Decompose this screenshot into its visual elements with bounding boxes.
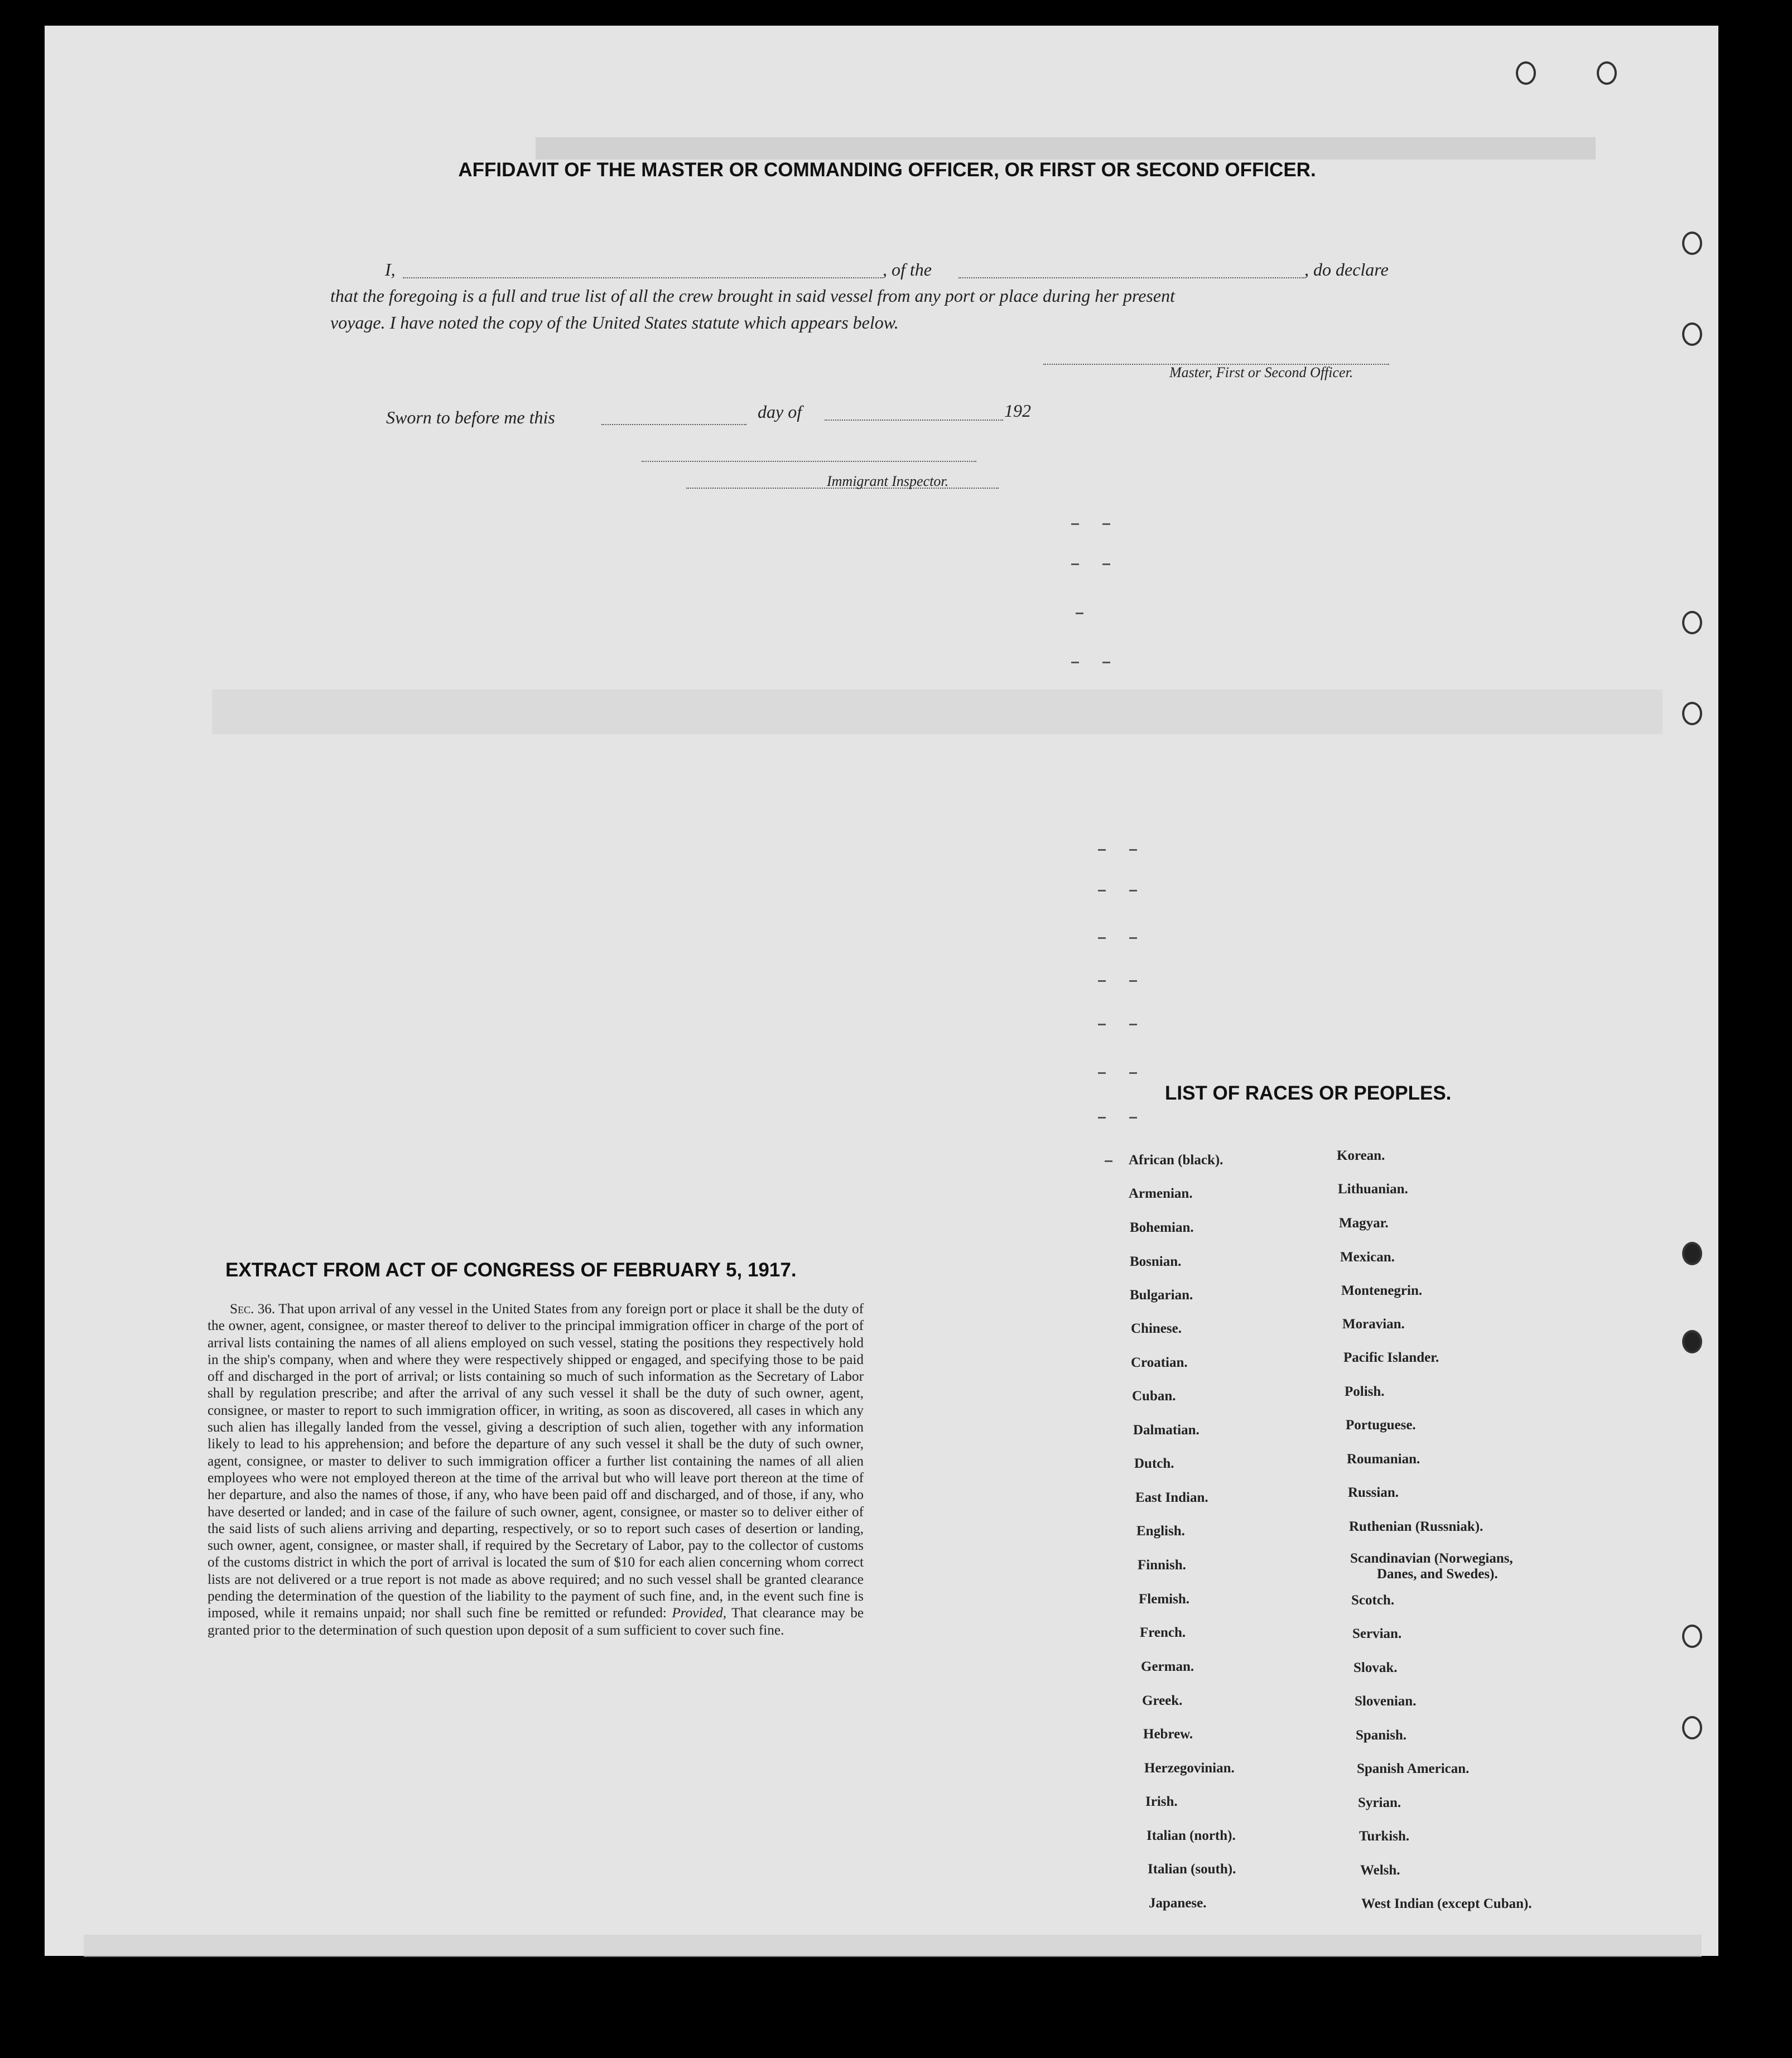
day-of-label: day of — [758, 402, 802, 422]
column-dash — [1098, 890, 1106, 891]
race-item: Chinese. — [1131, 1321, 1182, 1336]
binder-hole-icon — [1682, 1716, 1702, 1739]
column-dash — [1098, 980, 1106, 982]
race-item: Lithuanian. — [1338, 1182, 1408, 1197]
race-item: Dutch. — [1134, 1456, 1174, 1471]
year-label: 192 — [1004, 401, 1031, 421]
binder-hole-icon — [1682, 1330, 1702, 1353]
race-item: Bosnian. — [1130, 1254, 1182, 1269]
race-item: Spanish. — [1356, 1728, 1407, 1743]
bleed-through-band — [212, 690, 1663, 734]
column-dash — [1071, 662, 1079, 663]
race-item: Magyar. — [1339, 1216, 1389, 1231]
race-item: Moravian. — [1342, 1317, 1405, 1332]
column-dash — [1098, 1024, 1106, 1025]
column-dash — [1076, 613, 1083, 614]
race-item-continuation: Danes, and Swedes). — [1377, 1567, 1498, 1582]
race-item: Pacific Islander. — [1343, 1350, 1439, 1365]
section-label: Sec. 36. — [230, 1302, 276, 1317]
race-item: Japanese. — [1149, 1896, 1207, 1911]
column-dash — [1129, 980, 1137, 982]
race-item: East Indian. — [1135, 1490, 1208, 1505]
proviso-label: Provided, — [672, 1606, 727, 1621]
affidavit-declare-label: , do declare — [1304, 259, 1389, 279]
binder-hole-icon — [1682, 1242, 1702, 1265]
proviso-text: That clearance may be granted prior to the determination of such question upon deposit of a sum sufficient to cover such fine. — [208, 1606, 864, 1638]
column-dash — [1071, 563, 1079, 565]
race-item: Bohemian. — [1130, 1220, 1194, 1235]
affidavit-body-line2: voyage. I have noted the copy of the United States statute which appears below. — [330, 312, 899, 332]
column-dash — [1102, 662, 1110, 663]
race-item: Mexican. — [1340, 1250, 1395, 1265]
vessel-blank-line — [958, 277, 1304, 278]
bleed-through-header — [536, 137, 1596, 160]
sworn-day-line — [601, 424, 746, 425]
sworn-label: Sworn to before me this — [386, 407, 555, 427]
column-dash — [1071, 523, 1079, 525]
binder-hole-icon — [1682, 322, 1702, 346]
race-item: African (black). — [1129, 1153, 1223, 1168]
column-dash — [1098, 1117, 1106, 1119]
race-item: Polish. — [1345, 1384, 1385, 1399]
column-dash — [1129, 937, 1137, 939]
race-item: Flemish. — [1139, 1592, 1189, 1607]
column-dash — [1102, 563, 1110, 565]
affidavit-body-line1: that the foregoing is a full and true list of all the crew brought in said vessel from any port or place during her present — [330, 286, 1175, 306]
race-item: Welsh. — [1360, 1863, 1400, 1878]
race-item: Servian. — [1352, 1626, 1402, 1641]
column-dash — [1129, 1072, 1137, 1074]
race-item: Syrian. — [1358, 1795, 1401, 1810]
column-dash — [1129, 1117, 1137, 1119]
race-item: Montenegrin. — [1341, 1283, 1423, 1298]
extract-text-block — [208, 1301, 864, 1639]
race-item: Dalmatian. — [1133, 1423, 1200, 1438]
race-item: Scandinavian (Norwegians, — [1350, 1551, 1513, 1566]
race-item: Slovenian. — [1355, 1694, 1417, 1709]
race-item: Croatian. — [1131, 1355, 1188, 1370]
affidavit-title: AFFIDAVIT OF THE MASTER OR COMMANDING OFFICER, OR FIRST OR SECOND OFFICER. — [458, 159, 1316, 181]
column-dash — [1105, 1160, 1112, 1162]
race-item: Scotch. — [1351, 1593, 1395, 1608]
race-item: Herzegovinian. — [1144, 1761, 1235, 1776]
race-item: Korean. — [1337, 1148, 1385, 1163]
column-dash — [1098, 849, 1106, 851]
torn-bottom-edge — [84, 1935, 1702, 1957]
binder-hole-icon — [1682, 702, 1702, 725]
race-item: Roumanian. — [1347, 1452, 1420, 1467]
race-item: Italian (north). — [1147, 1828, 1236, 1843]
race-item: Slovak. — [1353, 1660, 1398, 1675]
race-item: Italian (south). — [1148, 1862, 1236, 1877]
name-blank-line — [403, 277, 883, 278]
binder-hole-icon — [1682, 611, 1702, 634]
race-item: West Indian (except Cuban). — [1361, 1896, 1532, 1911]
race-item: French. — [1140, 1625, 1186, 1640]
column-dash — [1129, 1024, 1137, 1025]
race-item: Irish. — [1145, 1794, 1178, 1809]
column-dash — [1129, 890, 1137, 891]
race-item: Armenian. — [1129, 1186, 1193, 1201]
signature-label: Master, First or Second Officer. — [1169, 364, 1353, 380]
race-item: Russian. — [1348, 1485, 1399, 1500]
inspector-label: Immigrant Inspector. — [827, 473, 949, 489]
inspector-upper-line — [642, 461, 976, 462]
binder-hole-icon — [1597, 61, 1617, 85]
race-item: Finnish. — [1138, 1558, 1186, 1573]
race-item: Portuguese. — [1346, 1418, 1416, 1433]
race-item: Hebrew. — [1143, 1727, 1193, 1742]
race-item: Spanish American. — [1357, 1761, 1470, 1776]
race-item: German. — [1141, 1659, 1194, 1674]
column-dash — [1098, 937, 1106, 939]
binder-hole-icon — [1516, 61, 1536, 85]
race-item: Greek. — [1142, 1693, 1183, 1708]
race-item: Bulgarian. — [1130, 1288, 1193, 1303]
binder-hole-icon — [1682, 232, 1702, 255]
column-dash — [1102, 523, 1110, 525]
column-dash — [1129, 849, 1137, 851]
affidavit-of-the-label: , of the — [883, 259, 932, 279]
race-item: Ruthenian (Russniak). — [1349, 1519, 1483, 1534]
race-item: English. — [1136, 1524, 1185, 1539]
race-item: Turkish. — [1359, 1829, 1410, 1844]
affidavit-i-label: I, — [385, 259, 396, 279]
binder-hole-icon — [1682, 1625, 1702, 1648]
section-text: That upon arrival of any vessel in the United States from any foreign port or place it shall be the duty of the owner, agent, consignee, or master thereof to deliver to the principal immigration officer in charge of the port of arrival lists containing the names of all aliens employed on such vessel, stating the positions they respectively hold in the ship's company, when and where they were respectively shipped or engaged, and specifying those to be paid off and discharged in the port of arrival; or lists containing so much of such information as the Secretary of Labor shall by regulation prescribe; and after the arrival of any such vessel it shall be the duty of such owner, agent, consignee, or master to report to such immigration officer, in writing, as soon as discovered, all cases in which any such alien has illegally landed from the vessel, giving a description of such alien, together with any information likely to lead to his apprehension; and before the departure of any such vessel it shall be the duty of such owner, agent, consignee, or master to deliver to such immigration officer a further list containing the names of all alien employees who were not employed thereon at the time of the arrival but who will leave port thereon at the time of her departure, and also the names of those, if any, who have been paid off and discharged, and of those, if any, who have deserted or landed; and in case of the failure of such owner, agent, consignee, or master so to deliver either of the said lists of such aliens arriving and departing, respectively, or so to report such cases of desertion or landing, such owner, agent, consignee, or master shall, if required by the Secretary of Labor, pay to the collector of customs of the customs district in which the port of arrival is located the sum of $10 for each alien concerning whom correct lists are not delivered or a true report is not made as above required; and no such vessel shall be granted clearance pending the determination of the question of the liability to the payment of such fine, and, in the event such fine is imposed, while it remains unpaid; nor shall such fine be remitted or refunded: — [208, 1302, 864, 1621]
sworn-month-line — [825, 420, 1003, 421]
column-dash — [1098, 1072, 1106, 1074]
races-title: LIST OF RACES OR PEOPLES. — [1165, 1082, 1452, 1104]
race-item: Cuban. — [1132, 1389, 1176, 1404]
extract-title: EXTRACT FROM ACT OF CONGRESS OF FEBRUARY 5, 1917. — [225, 1259, 797, 1281]
